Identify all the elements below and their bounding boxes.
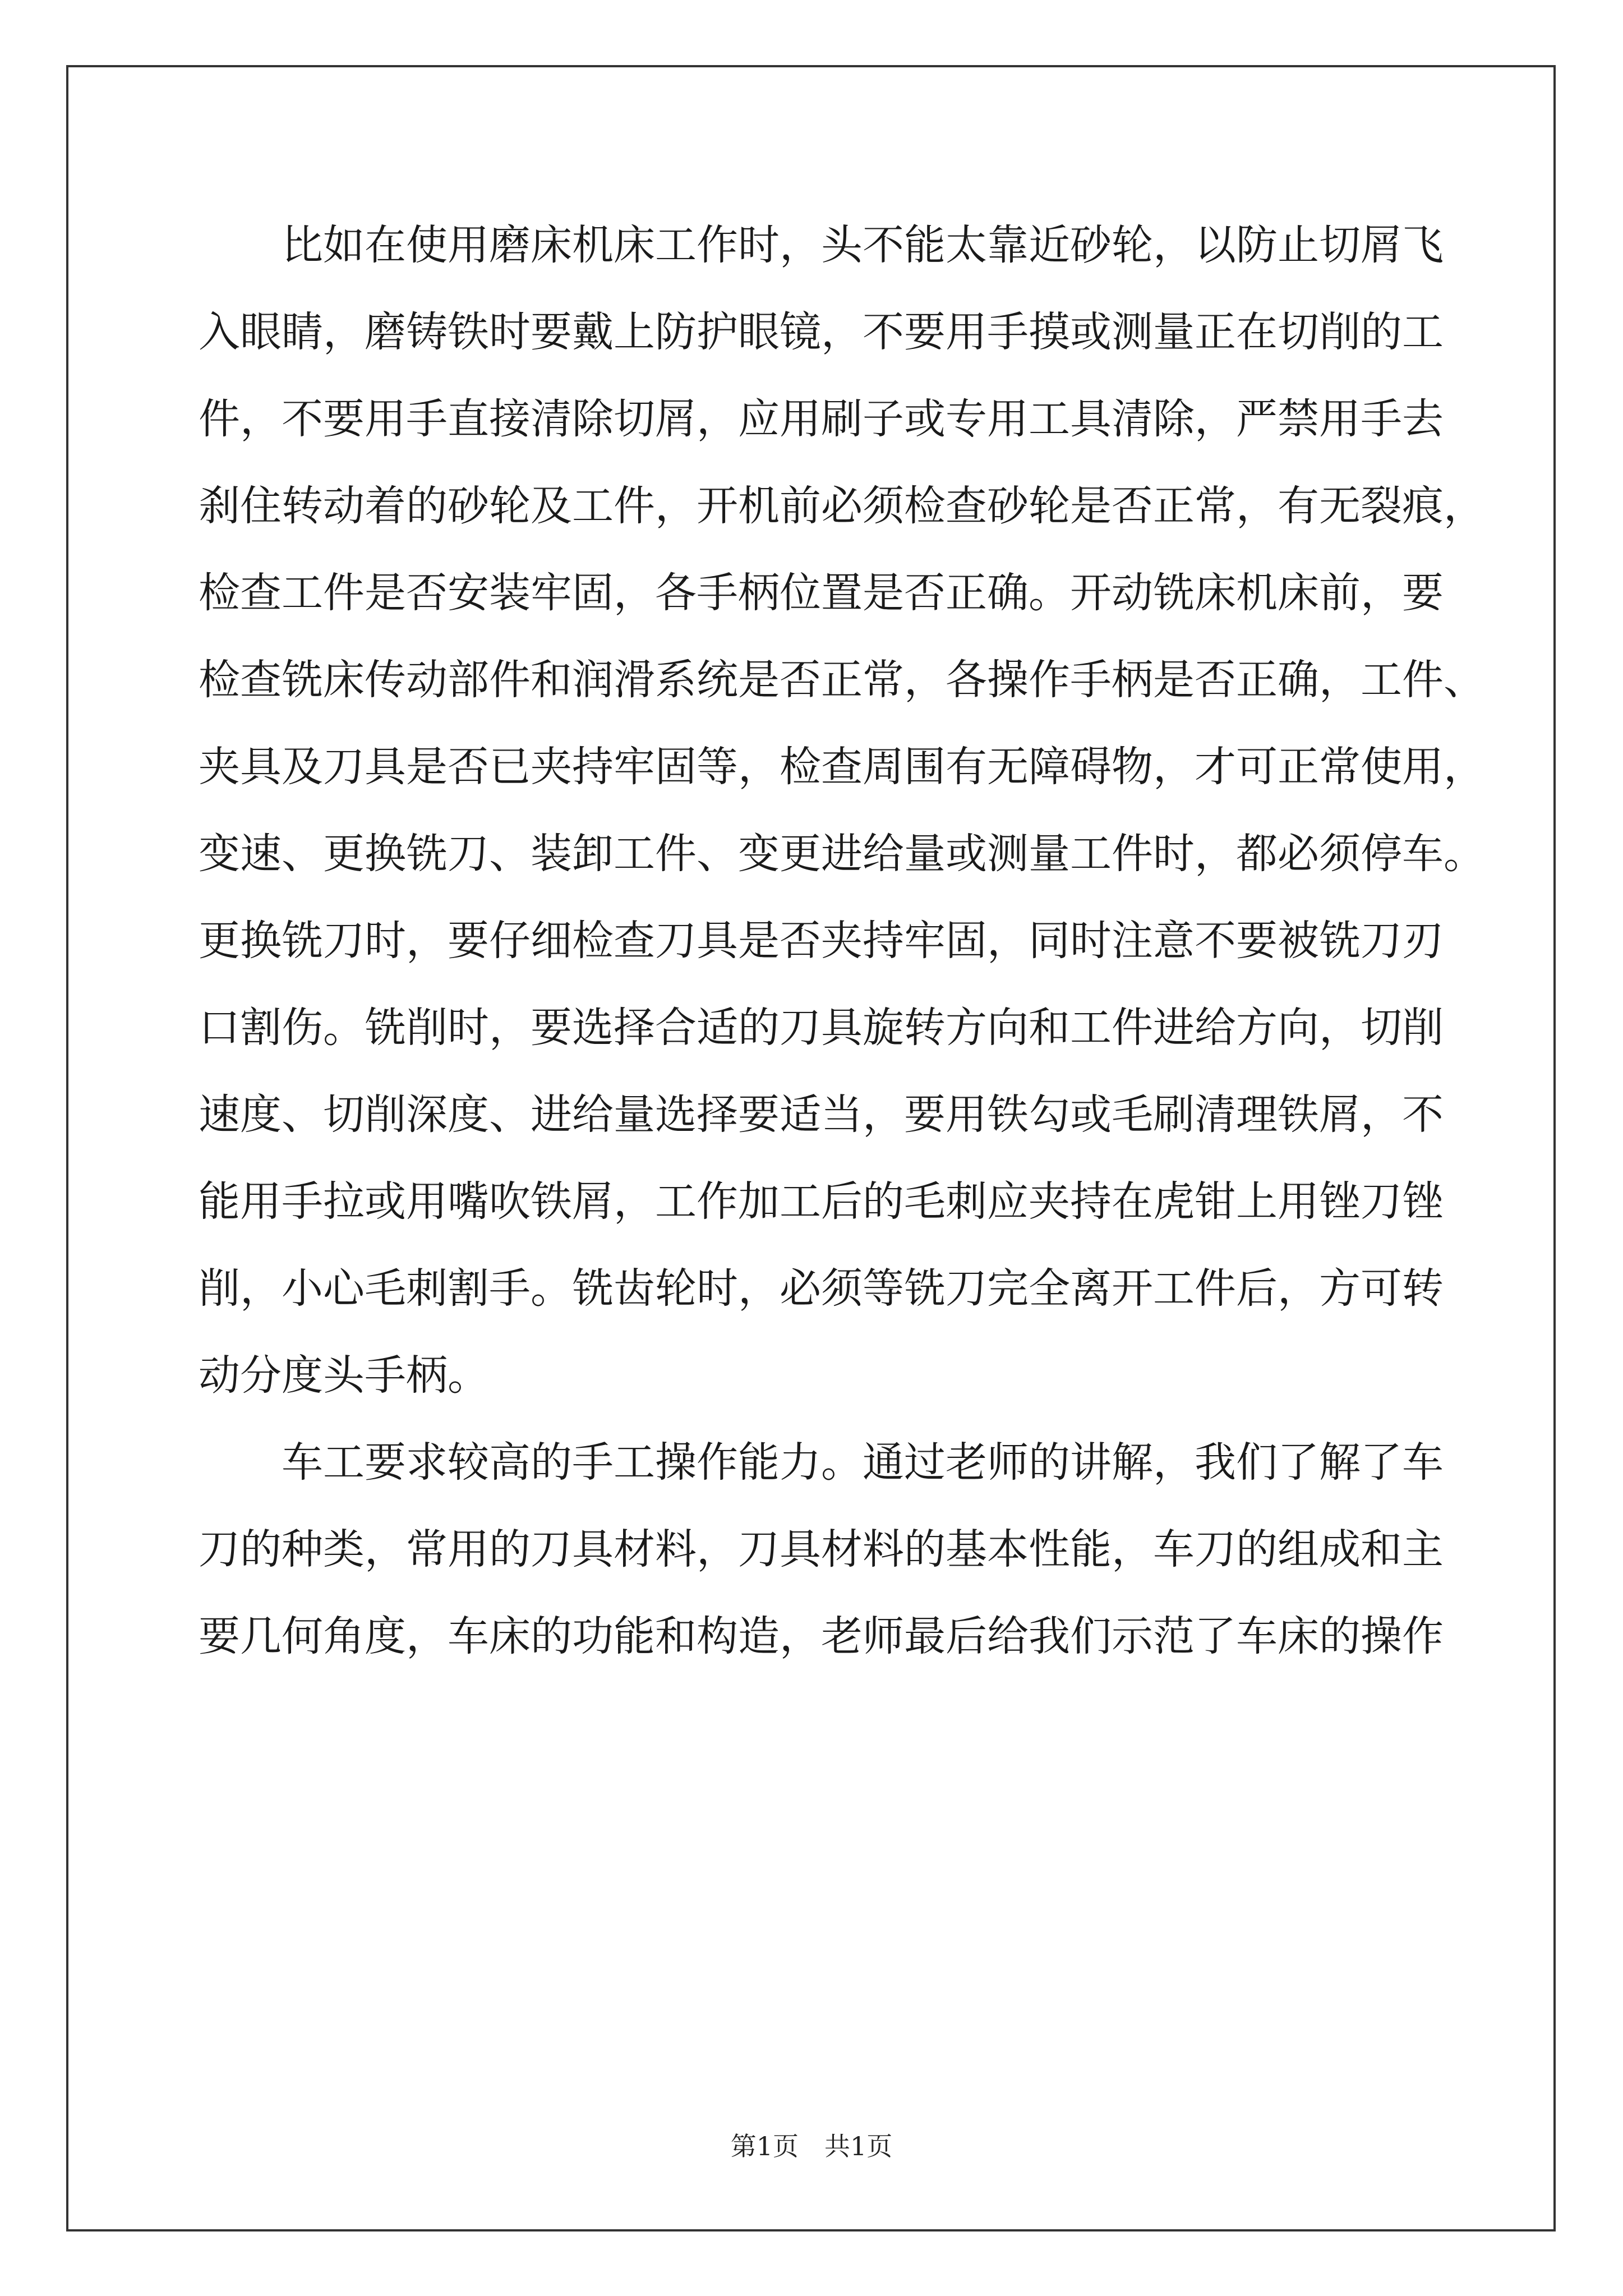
text-line: 更换铣刀时，要仔细检查刀具是否夹持牢固，同时注意不要被铣刀刃 [199, 917, 1444, 965]
text-line: 检查工件是否安装牢固，各手柄位置是否正确。开动铣床机床前，要 [199, 569, 1444, 617]
text-line: 车工要求较高的手工操作能力。通过老师的讲解，我们了解了车 [199, 1438, 1444, 1487]
text-line: 变速、更换铣刀、装卸工件、变更进给量或测量工件时，都必须停车。 [199, 830, 1485, 878]
text-line: 刀的种类，常用的刀具材料，刀具材料的基本性能，车刀的组成和主 [199, 1525, 1444, 1573]
page-number-label: 第1页 共1页 [730, 2131, 893, 2161]
text-line: 检查铣床传动部件和润滑系统是否正常，各操作手柄是否正确，工件、 [199, 656, 1485, 704]
text-line: 比如在使用磨床机床工作时，头不能太靠近砂轮，以防止切屑飞 [199, 221, 1444, 269]
text-line: 件，不要用手直接清除切屑，应用刷子或专用工具清除，严禁用手去 [199, 395, 1444, 443]
page-footer [0, 2126, 1623, 2163]
text-line: 口割伤。铣削时，要选择合适的刀具旋转方向和工件进给方向，切削 [199, 1004, 1444, 1052]
text-line: 要几何角度，车床的功能和构造，老师最后给我们示范了车床的操作 [199, 1612, 1444, 1660]
text-line: 夹具及刀具是否已夹持牢固等，检查周围有无障碍物，才可正常使用， [199, 743, 1485, 791]
text-line: 能用手拉或用嘴吹铁屑，工作加工后的毛刺应夹持在虎钳上用锉刀锉 [199, 1177, 1444, 1226]
text-line: 入眼睛，磨铸铁时要戴上防护眼镜，不要用手摸或测量正在切削的工 [199, 308, 1444, 356]
text-line: 刹住转动着的砂轮及工件，开机前必须检查砂轮是否正常，有无裂痕， [199, 482, 1485, 530]
text-line: 速度、切削深度、进给量选择要适当，要用铁勾或毛刷清理铁屑，不 [199, 1091, 1444, 1139]
document-body [199, 202, 1485, 1680]
text-line: 削，小心毛刺割手。铣齿轮时，必须等铣刀完全离开工件后，方可转 [199, 1264, 1444, 1313]
text-line: 动分度头手柄。 [199, 1351, 489, 1400]
